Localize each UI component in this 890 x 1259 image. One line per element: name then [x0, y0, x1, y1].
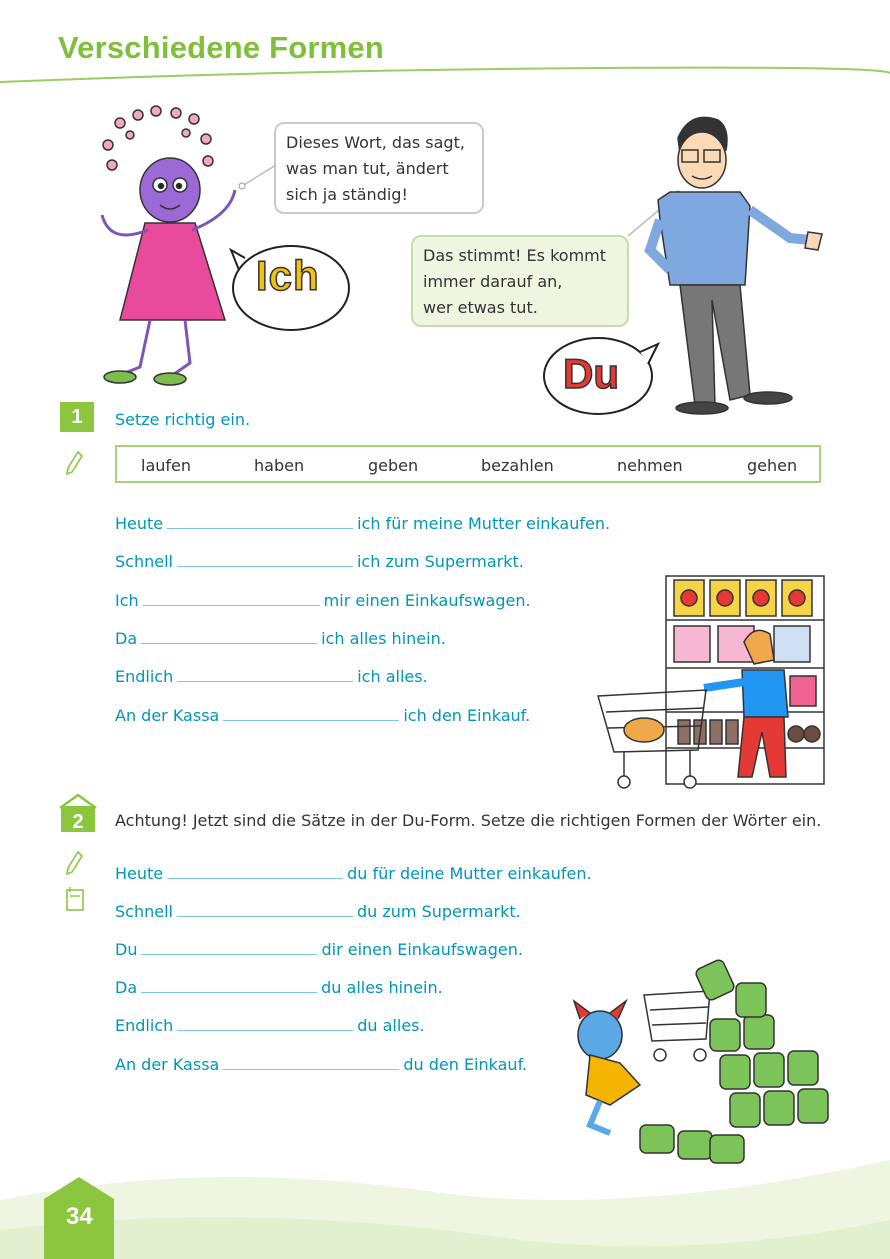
- monster-speech-bubble: [274, 122, 484, 214]
- bubble-line: wer etwas tut.: [423, 298, 538, 317]
- sentence-end: du für deine Mutter einkaufen.: [347, 864, 592, 883]
- exercise-1-sentence: [115, 627, 446, 648]
- answer-blank[interactable]: [177, 900, 353, 917]
- exercise-2-sentence: [115, 938, 523, 959]
- word-bank-item: bezahlen: [481, 456, 554, 475]
- answer-blank[interactable]: [143, 589, 320, 606]
- answer-blank[interactable]: [167, 862, 343, 879]
- exercise-1-instruction: Setze richtig ein.: [115, 410, 251, 429]
- title-underline: [0, 60, 890, 90]
- answer-blank[interactable]: [141, 627, 317, 644]
- exercise-2-sentence: [115, 1014, 425, 1035]
- sentence-end: du alles hinein.: [321, 978, 443, 997]
- exercise-1-sentence: [115, 704, 530, 725]
- pencil-icon: [64, 850, 84, 876]
- sentence-end: ich den Einkauf.: [403, 706, 531, 725]
- pencil-icon: [64, 450, 84, 476]
- answer-blank[interactable]: [177, 665, 353, 682]
- answer-blank[interactable]: [141, 938, 317, 955]
- supermarket-illustration: [594, 572, 830, 794]
- answer-blank[interactable]: [223, 1053, 399, 1070]
- answer-blank[interactable]: [177, 1014, 353, 1031]
- word-bank: [115, 445, 821, 483]
- cans-illustration: [560, 955, 832, 1177]
- word-bank-item: nehmen: [617, 456, 683, 475]
- answer-blank[interactable]: [141, 976, 317, 993]
- bubble-line: Dieses Wort, das sagt,: [286, 133, 465, 152]
- notebook-icon: [64, 885, 86, 913]
- answer-blank[interactable]: [223, 704, 399, 721]
- sentence-start: Ich: [115, 591, 139, 610]
- sentence-start: An der Kassa: [115, 706, 220, 725]
- sentence-start: Du: [115, 940, 138, 959]
- exercise-1-sentence: [115, 550, 524, 571]
- sentence-start: Endlich: [115, 667, 174, 686]
- sentence-start: Schnell: [115, 902, 173, 921]
- bubble-line: immer darauf an,: [423, 272, 563, 291]
- sentence-start: Endlich: [115, 1016, 174, 1035]
- monster-illustration: [90, 105, 240, 390]
- exercise-1-sentence: [115, 512, 610, 533]
- sentence-start: An der Kassa: [115, 1055, 220, 1074]
- sentence-end: mir einen Einkaufswagen.: [323, 591, 531, 610]
- word-bank-item: gehen: [747, 456, 798, 475]
- exercise-2-sentence: [115, 976, 443, 997]
- bubble-line: sich ja ständig!: [286, 185, 408, 204]
- du-label: Du: [563, 350, 619, 397]
- exercise-2-number: 2: [72, 811, 84, 833]
- sentence-start: Schnell: [115, 552, 173, 571]
- answer-blank[interactable]: [167, 512, 353, 529]
- teacher-speech-bubble: [411, 235, 629, 327]
- exercise-1-sentence: [115, 589, 531, 610]
- bubble-line: was man tut, ändert: [286, 159, 449, 178]
- sentence-end: dir einen Einkaufswagen.: [321, 940, 523, 959]
- teacher-illustration: [640, 110, 825, 420]
- exercise-1-number: 1: [60, 402, 94, 432]
- sentence-start: Da: [115, 978, 138, 997]
- word-bank-item: laufen: [141, 456, 192, 475]
- sentence-start: Da: [115, 629, 138, 648]
- sentence-end: ich alles.: [357, 667, 428, 686]
- sentence-end: ich für meine Mutter einkaufen.: [357, 514, 611, 533]
- sentence-end: du zum Supermarkt.: [356, 902, 521, 921]
- page-number: 34: [66, 1203, 93, 1230]
- bubble-line: Das stimmt! Es kommt: [423, 246, 607, 265]
- exercise-2-sentence: [115, 1053, 527, 1074]
- sentence-end: ich zum Supermarkt.: [356, 552, 524, 571]
- exercise-2-sentence: [115, 900, 521, 921]
- exercise-2-sentence: [115, 862, 592, 883]
- word-bank-item: geben: [368, 456, 419, 475]
- exercise-2-instruction: Achtung! Jetzt sind die Sätze in der Du-Form. Setze die richtigen Formen der Wörter ein.: [115, 811, 822, 830]
- ich-label: Ich: [256, 252, 320, 299]
- exercise-1-sentence: [115, 665, 428, 686]
- sentence-start: Heute: [115, 864, 164, 883]
- word-bank-item: haben: [254, 456, 305, 475]
- page-title: Verschiedene Formen: [58, 30, 384, 65]
- sentence-end: du den Einkauf.: [403, 1055, 528, 1074]
- sentence-end: du alles.: [357, 1016, 425, 1035]
- sentence-end: ich alles hinein.: [321, 629, 446, 648]
- answer-blank[interactable]: [177, 550, 353, 567]
- sentence-start: Heute: [115, 514, 164, 533]
- speech-connector: [238, 160, 278, 190]
